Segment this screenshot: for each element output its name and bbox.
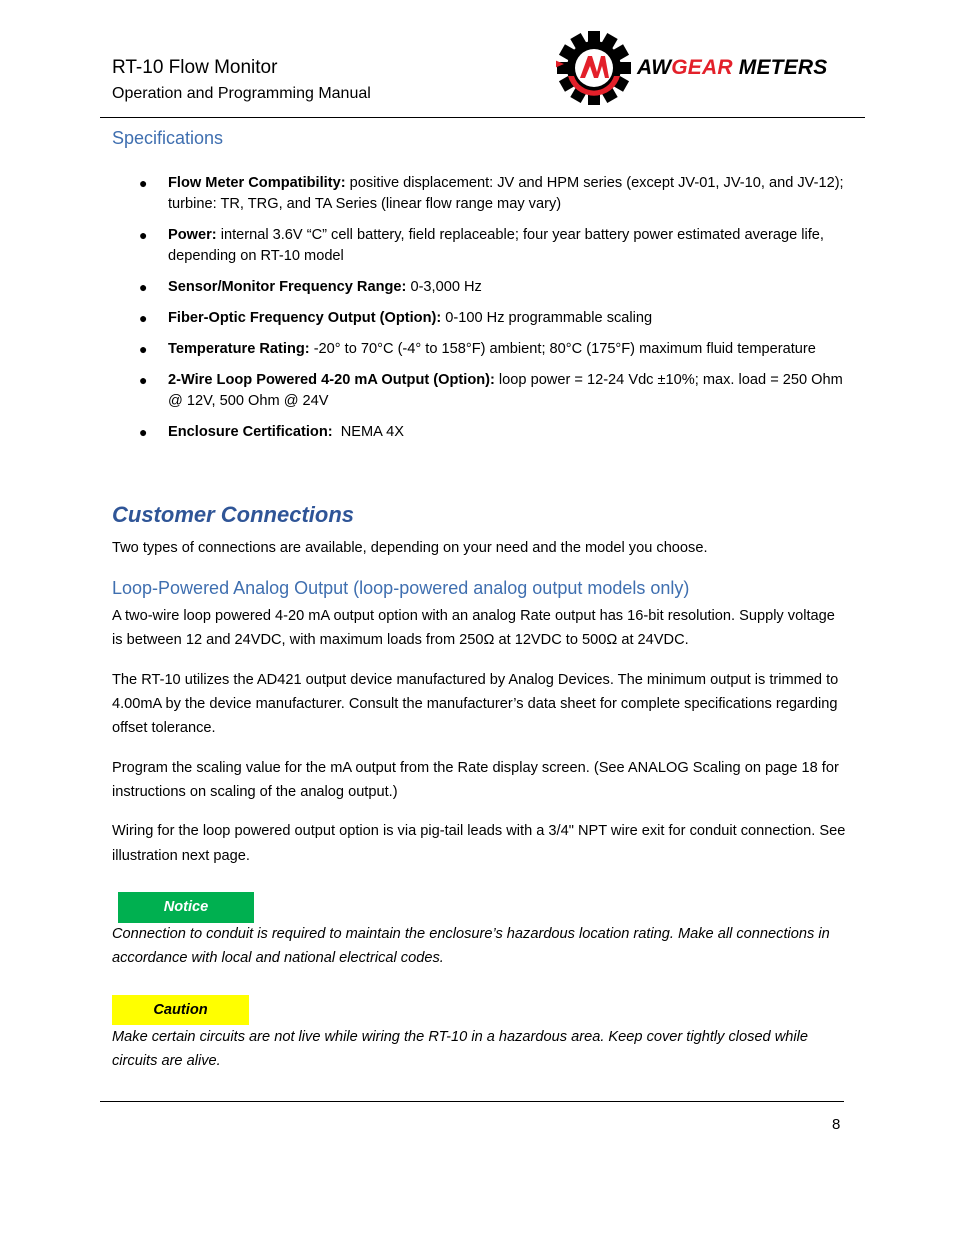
list-item — [112, 308, 847, 329]
spec-label: Sensor/Monitor Frequency Range: — [168, 279, 407, 295]
notice-badge: Notice — [118, 892, 254, 923]
spec-text: NEMA 4X — [332, 424, 404, 440]
bullet-icon: ● — [139, 175, 148, 191]
logo-wordmark-highlight: GEAR — [671, 56, 733, 79]
bullet-icon: ● — [139, 227, 148, 243]
specifications-heading: Specifications — [112, 128, 224, 148]
paragraph: A two-wire loop powered 4-20 mA output option with an analog Rate output has 16-bit resolution. Supply voltage is between 12 and 24VDC, with maximum loads from 250Ω at 12VDC to 500Ω at 24VDC. — [112, 608, 835, 648]
list-item — [112, 339, 847, 360]
spec-text: internal 3.6V “C” cell battery, field replaceable; four year battery power estimated average life, depending on RT-10 model — [168, 227, 824, 264]
bullet-icon: ● — [139, 341, 148, 357]
footer-divider — [100, 1101, 844, 1102]
document-title: RT-10 Flow Monitor — [112, 57, 278, 78]
customer-connections-heading: Customer Connections — [112, 502, 355, 527]
bullet-icon: ● — [139, 279, 148, 295]
page-number: 8 — [832, 1116, 841, 1133]
logo-wordmark — [637, 56, 827, 80]
paragraph: Wiring for the loop powered output option is via pig-tail leads with a 3/4" NPT wire exit for conduit connection. See illustration next page. — [112, 823, 846, 864]
bullet-icon: ● — [139, 372, 148, 388]
caution-text: Make certain circuits are not live while wiring the RT-10 in a hazardous area. Keep cover tightly closed while circuits are alive. — [112, 1029, 808, 1069]
logo-wordmark-suffix: METERS — [738, 56, 828, 79]
spec-label: Power: — [168, 227, 217, 243]
spec-label: Temperature Rating: — [168, 341, 310, 357]
list-item — [112, 225, 847, 267]
spec-text: loop power = 12-24 Vdc ±10%; max. load = 250 Ohm @ 12V, 500 Ohm @ 24V — [168, 372, 843, 409]
spec-label: Flow Meter Compatibility: — [168, 175, 346, 191]
list-item — [112, 173, 847, 215]
document-subtitle: Operation and Programming Manual — [112, 85, 371, 102]
spec-text: positive displacement: JV and HPM series (except JV-01, JV-10, and JV-12); turbine: TR, TRG, and TA Series (linear flow range may vary) — [168, 175, 844, 212]
spec-label: 2-Wire Loop Powered 4-20 mA Output (Option): — [168, 372, 495, 388]
paragraph: Program the scaling value for the mA output from the Rate display screen. (See ANALOG Scaling on page 18 for instructions on scaling of the analog output.) — [112, 760, 839, 800]
list-item — [112, 422, 847, 443]
list-item — [112, 370, 847, 412]
notice-text: Connection to conduit is required to maintain the enclosure’s hazardous location rating. Make all connections in accordance with local and national electrical codes. — [112, 926, 830, 966]
bullet-icon: ● — [139, 424, 148, 440]
logo-wordmark-prefix: AW — [637, 56, 672, 79]
spec-text: -20° to 70°C (-4° to 158°F) ambient; 80°C (175°F) maximum fluid temperature — [309, 341, 816, 357]
header-divider — [100, 117, 865, 118]
paragraph: The RT-10 utilizes the AD421 output device manufactured by Analog Devices. The minimum output is trimmed to 4.00mA by the device manufacturer. Consult the manufacturer’s data sheet for complete specifications regarding offset tolerance. — [112, 672, 839, 736]
caution-badge: Caution — [112, 995, 249, 1025]
list-item — [112, 277, 847, 298]
spec-label: Fiber-Optic Frequency Output (Option): — [168, 310, 442, 326]
bullet-icon: ● — [139, 310, 148, 326]
loop-powered-heading: Loop-Powered Analog Output (loop-powered analog output models only) — [112, 578, 690, 598]
specifications-list — [112, 173, 847, 453]
spec-text: 0-100 Hz programmable scaling — [441, 310, 653, 326]
connections-intro: Two types of connections are available, depending on your need and the model you choose. — [112, 540, 708, 556]
spec-label: Enclosure Certification: — [168, 424, 333, 440]
spec-text: 0-3,000 Hz — [406, 279, 482, 295]
